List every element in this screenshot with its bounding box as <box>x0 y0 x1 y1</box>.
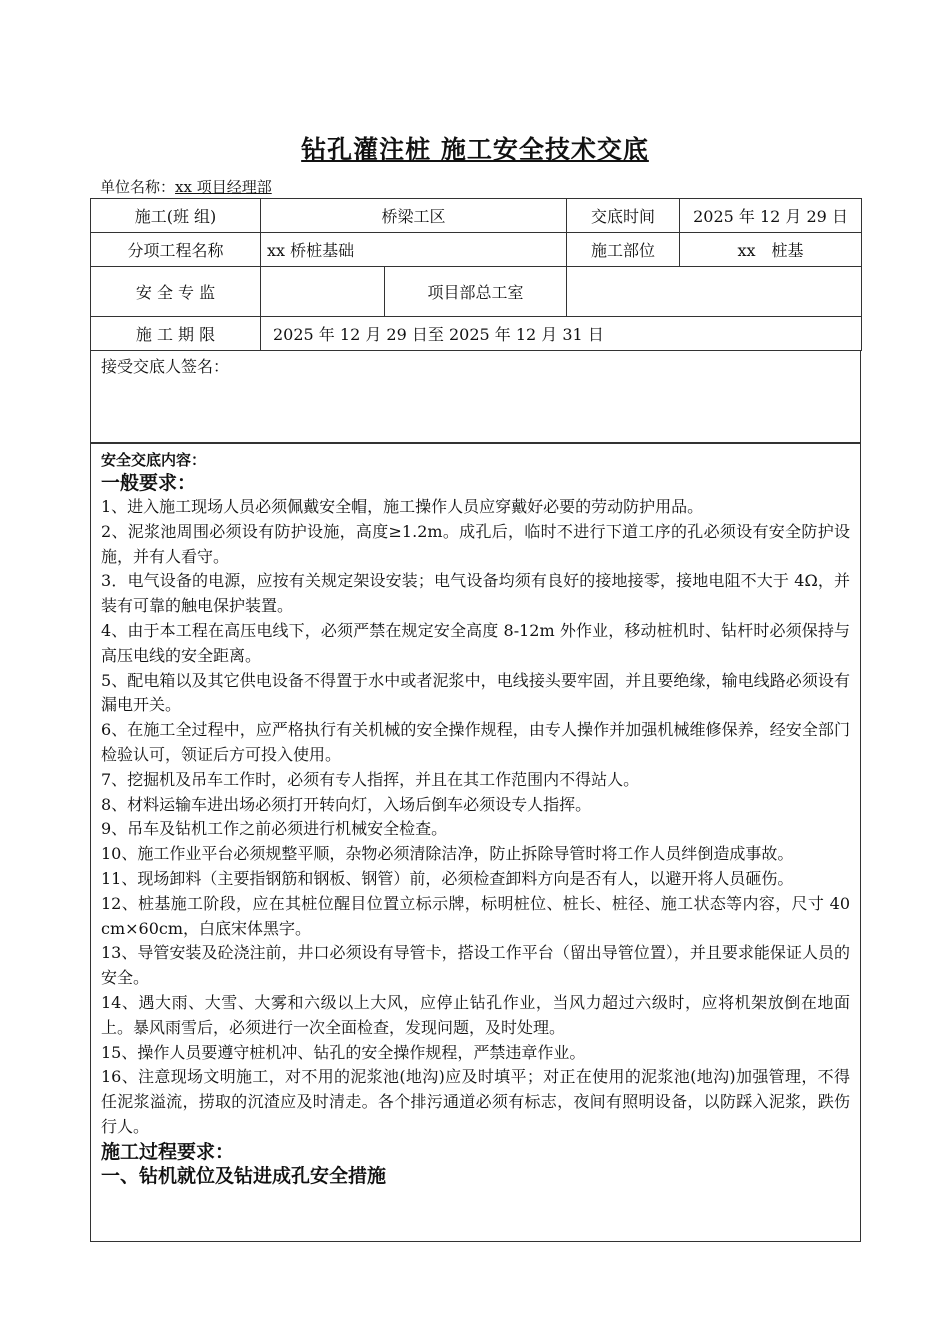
period-value: 2025 年 12 月 29 日至 2025 年 12 月 31 日 <box>261 317 862 351</box>
list-item: 6、在施工全过程中，应严格执行有关机械的安全操作规程，由专人操作并加强机械维修保养，经安全部门检验认可，领证后方可投入使用。 <box>101 720 850 764</box>
list-item: 11、现场卸料（主要指钢筋和钢板、钢管）前，必须检查卸料方向是否有人，以避开将人员砸伤。 <box>101 868 794 888</box>
list-item: 14、遇大雨、大雪、大雾和六级以上大风，应停止钻孔作业，当风力超过六级时，应将机架放倒在地面上。暴风雨雪后，必须进行一次全面检查，发现问题，及时处理。 <box>101 992 850 1037</box>
requirement-list <box>101 495 850 1140</box>
team-label: 施工(班 组) <box>91 199 261 233</box>
general-heading: 一般要求： <box>101 472 197 494</box>
table-row <box>91 233 862 267</box>
safety-supervisor-value <box>261 267 385 317</box>
section-label: 安全交底内容： <box>101 451 207 469</box>
header-table <box>90 198 862 351</box>
list-item: 9、吊车及钻机工作之前必须进行机械安全检查。 <box>101 819 448 839</box>
chief-office-value <box>567 267 862 317</box>
date-value: 2025 年 12 月 29 日 <box>680 199 862 233</box>
unit-value: xx 项目经理部 <box>175 178 272 196</box>
unit-label: 单位名称： <box>100 178 176 196</box>
table-row <box>91 267 862 317</box>
list-item: 7、挖掘机及吊车工作时，必须有专人指挥，并且在其工作范围内不得站人。 <box>101 769 640 789</box>
list-item: 10、施工作业平台必须规整平顺，杂物必须清除洁净，防止拆除导管时将工作人员绊倒造成事故。 <box>101 844 794 864</box>
list-item: 15、操作人员要遵守桩机冲、钻孔的安全操作规程，严禁违章作业。 <box>101 1042 586 1062</box>
table-row <box>91 199 862 233</box>
document-title: 钻孔灌注桩 施工安全技术交底 <box>301 135 649 164</box>
list-item: 16、注意现场文明施工，对不用的泥浆池(地沟)应及时填平；对正在使用的泥浆池(地沟)加强管理，不得任泥浆溢流，捞取的沉渣应及时清走。各个排污通道必须有标志，夜间有照明设备，以防踩入泥浆，跌伤行人。 <box>101 1067 850 1136</box>
period-label: 施 工 期 限 <box>91 317 261 351</box>
list-item: 5、配电箱以及其它供电设备不得置于水中或者泥浆中，电线接头要牢固，并且要绝缘，输电线路必须设有漏电开关。 <box>101 670 850 715</box>
list-item: 8、材料运输车进出场必须打开转向灯，入场后倒车必须设专人指挥。 <box>101 794 592 814</box>
project-label: 分项工程名称 <box>91 233 261 267</box>
list-item: 13、导管安装及砼浇注前，井口必须设有导管卡，搭设工作平台（留出导管位置），并且要求能保证人员的安全。 <box>101 943 850 988</box>
list-item: 2、泥浆池周围必须设有防护设施，高度≥1.2m。成孔后，临时不进行下道工序的孔必须设有安全防护设施，并有人看守。 <box>101 521 850 566</box>
list-item: 1、进入施工现场人员必须佩戴安全帽，施工操作人员应穿戴好必要的劳动防护用品。 <box>101 497 704 516</box>
safety-supervisor-label: 安 全 专 监 <box>91 267 261 317</box>
signature-label: 接受交底人签名： <box>101 357 230 376</box>
part-value: xx 桩基 <box>680 233 862 267</box>
part-label: 施工部位 <box>567 233 680 267</box>
project-value: xx 桥桩基础 <box>261 233 567 267</box>
content-box <box>90 443 861 1242</box>
list-item: 12、桩基施工阶段，应在其桩位醒目位置立标示牌，标明桩位、桩长、桩径、施工状态等内容，尺寸 40 cm×60cm，白底宋体黑字。 <box>101 893 850 938</box>
list-item: 3．电气设备的电源，应按有关规定架设安装；电气设备均须有良好的接地接零，接地电阻不大于 4Ω，并装有可靠的触电保护装置。 <box>101 571 850 616</box>
list-item: 4、由于本工程在高压电线下，必须严禁在规定安全高度 8-12m 外作业，移动桩机时、钻杆时必须保持与高压电线的安全距离。 <box>101 620 850 665</box>
sub-heading: 一、钻机就位及钻进成孔安全措施 <box>101 1164 387 1187</box>
unit-line <box>100 176 272 197</box>
team-value: 桥梁工区 <box>261 199 567 233</box>
process-heading: 施工过程要求： <box>101 1140 235 1163</box>
signature-box <box>90 350 861 443</box>
date-label: 交底时间 <box>567 199 680 233</box>
table-row <box>91 317 862 351</box>
chief-office-label: 项目部总工室 <box>385 267 567 317</box>
